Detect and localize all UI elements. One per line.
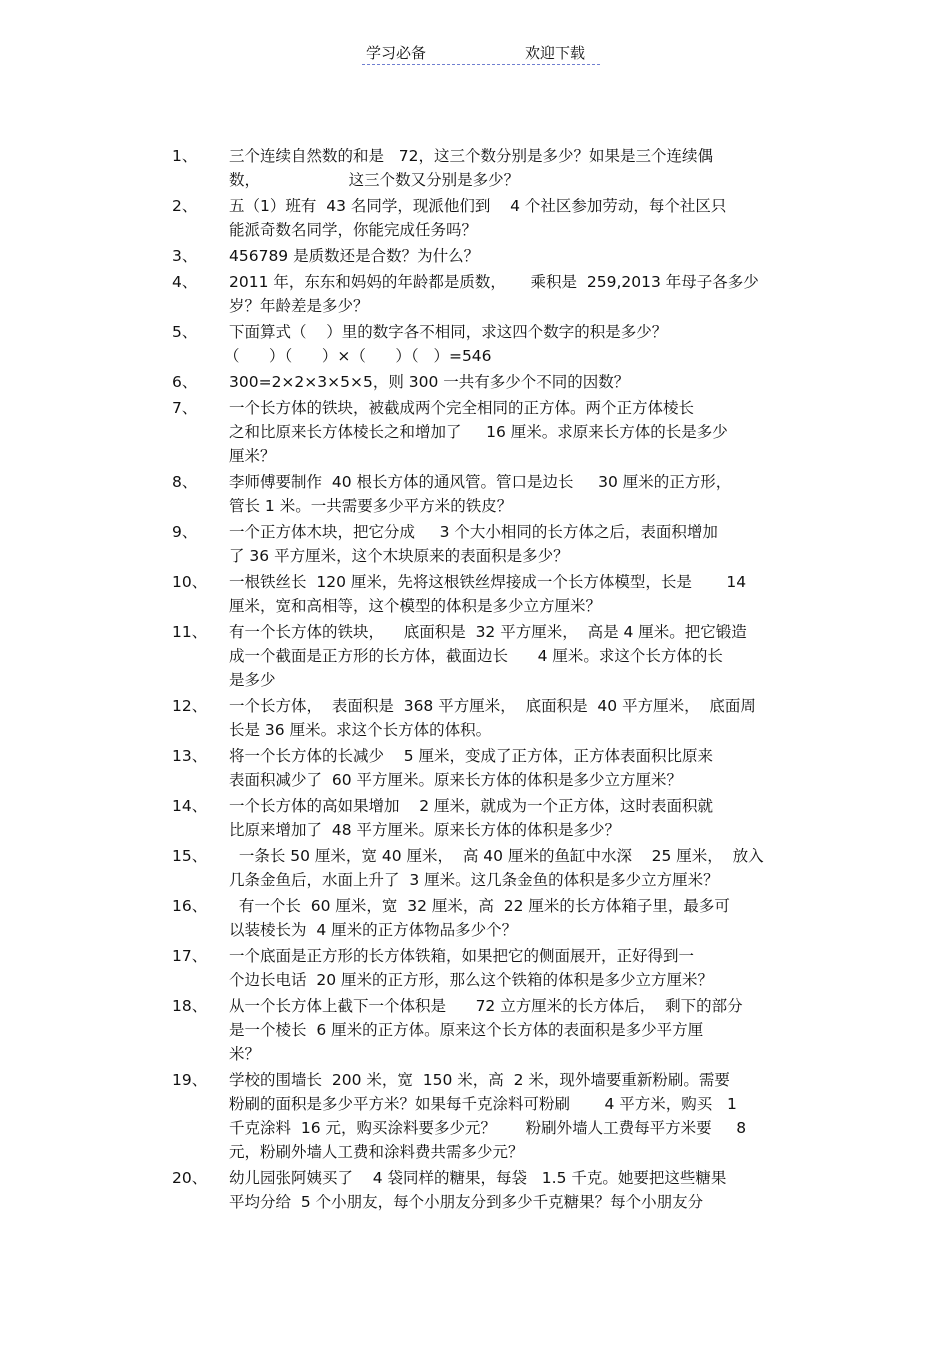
problem-item xyxy=(0,194,950,242)
problem-text-line: 学校的围墙长 200 米，宽 150 米，高 2 米，现外墙要重新粉刷。需要 xyxy=(229,1071,730,1089)
problem-text-line: 千克涂料 16 元，购买涂料要多少元？ 粉刷外墙人工费每平方米要 8 xyxy=(229,1119,747,1137)
problem-text-line: 是多少 xyxy=(229,671,276,689)
problem-number: 14、 xyxy=(172,797,208,815)
problem-item xyxy=(0,844,950,892)
problem-text xyxy=(229,144,814,192)
problem-text-line: 2011 年，东东和妈妈的年龄都是质数， 乘积是 259,2013 年母子各多少 xyxy=(229,273,759,291)
problem-number: 17、 xyxy=(172,947,208,965)
problem-list xyxy=(0,144,950,1216)
problem-item xyxy=(0,944,950,992)
problem-item xyxy=(0,270,950,318)
problem-text xyxy=(229,270,814,318)
problem-item xyxy=(0,994,950,1066)
problem-text-line: 三个连续自然数的和是 72，这三个数分别是多少？如果是三个连续偶 xyxy=(229,147,714,165)
problem-number: 19、 xyxy=(172,1071,208,1089)
problem-text-line: 管长 1 米。一共需要多少平方米的铁皮？ xyxy=(229,497,513,515)
problem-number: 3、 xyxy=(172,247,198,265)
problem-text-line: 一个底面是正方形的长方体铁箱，如果把它的侧面展开，正好得到一 xyxy=(229,947,695,965)
problem-number: 20、 xyxy=(172,1169,208,1187)
problem-text-line: 从一个长方体上截下一个体积是 72 立方厘米的长方体后， 剩下的部分 xyxy=(229,997,743,1015)
problem-text-line: 厘米，宽和高相等，这个模型的体积是多少立方厘米？ xyxy=(229,597,602,615)
problem-item xyxy=(0,694,950,742)
problem-item xyxy=(0,620,950,692)
problem-text-line: 有一个长 60 厘米，宽 32 厘米，高 22 厘米的长方体箱子里，最多可 xyxy=(229,897,730,915)
problem-text xyxy=(229,620,814,692)
problem-number: 15、 xyxy=(172,847,208,865)
problem-text xyxy=(229,944,814,992)
problem-text-line: 表面积减少了 60 平方厘米。原来长方体的体积是多少立方厘米？ xyxy=(229,771,683,789)
problem-text-line: 元，粉刷外墙人工费和涂料费共需多少元？ xyxy=(229,1143,524,1161)
problem-item xyxy=(0,794,950,842)
problem-text-line: 一个正方体木块，把它分成 3 个大小相同的长方体之后，表面积增加 xyxy=(229,523,718,541)
problem-number: 7、 xyxy=(172,399,198,417)
problem-text xyxy=(229,994,814,1066)
problem-text-line: 以装棱长为 4 厘米的正方体物品多少个？ xyxy=(229,921,518,939)
problem-text-line: 五（1）班有 43 名同学，现派他们到 4 个社区参加劳动，每个社区只 xyxy=(229,197,727,215)
problem-text xyxy=(229,244,814,268)
problem-text-line: 岁？年龄差是多少？ xyxy=(229,297,369,315)
problem-text-line: 之和比原来长方体棱长之和增加了 16 厘米。求原来长方体的长是多少 xyxy=(229,423,728,441)
problem-text xyxy=(229,320,814,344)
problem-item xyxy=(0,1166,950,1214)
problem-number: 10、 xyxy=(172,573,208,591)
problem-text-line: 幼儿园张阿姨买了 4 袋同样的糖果，每袋 1.5 千克。她要把这些糖果 xyxy=(229,1169,727,1187)
problem-text-line: 成一个截面是正方形的长方体，截面边长 4 厘米。求这个长方体的长 xyxy=(229,647,723,665)
problem-item xyxy=(0,396,950,468)
problem-text-line: 了 36 平方厘米，这个木块原来的表面积是多少？ xyxy=(229,547,569,565)
problem-item xyxy=(0,470,950,518)
problem-number: 6、 xyxy=(172,373,198,391)
problem-text-line: 个边长电话 20 厘米的正方形，那么这个铁箱的体积是多少立方厘米？ xyxy=(229,971,714,989)
problem-text xyxy=(229,520,814,568)
problem-item xyxy=(0,320,950,368)
problem-number: 2、 xyxy=(172,197,198,215)
problem-text xyxy=(229,194,814,242)
problem-text-line: 300=2×2×3×5×5，则 300 一共有多少个不同的因数？ xyxy=(229,373,630,391)
problem-text-line: 粉刷的面积是多少平方米？如果每千克涂料可粉刷 4 平方米，购买 1 xyxy=(229,1095,737,1113)
problem-number: 16、 xyxy=(172,897,208,915)
problem-text-line: 比原来增加了 48 平方厘米。原来长方体的体积是多少？ xyxy=(229,821,621,839)
problem-number: 8、 xyxy=(172,473,198,491)
problem-text xyxy=(229,794,814,842)
problem-text-line: 数， 这三个数又分别是多少？ xyxy=(229,171,520,189)
problem-text xyxy=(229,396,814,468)
problem-item xyxy=(0,244,950,268)
problem-item xyxy=(0,570,950,618)
problem-text-line: 将一个长方体的长减少 5 厘米，变成了正方体，正方体表面积比原来 xyxy=(229,747,713,765)
problem-item xyxy=(0,1068,950,1164)
problem-text-line: 米？ xyxy=(229,1045,261,1063)
header-right-text: 欢迎下载 xyxy=(525,44,586,62)
problem-number: 11、 xyxy=(172,623,208,641)
problem-text xyxy=(229,1068,814,1164)
problem-text-line: 456789 是质数还是合数？为什么？ xyxy=(229,247,480,265)
problem-text-line: 是一个棱长 6 厘米的正方体。原来这个长方体的表面积是多少平方厘 xyxy=(229,1021,704,1039)
problem-text-line: 有一个长方体的铁块， 底面积是 32 平方厘米， 高是 4 厘米。把它锻造 xyxy=(229,623,747,641)
problem-text xyxy=(229,570,814,618)
problem-number: 1、 xyxy=(172,147,198,165)
problem-item xyxy=(0,370,950,394)
problem-item xyxy=(0,520,950,568)
problem-text-line: 长是 36 厘米。求这个长方体的体积。 xyxy=(229,721,492,739)
problem-text-line: 一个长方体， 表面积是 368 平方厘米， 底面积是 40 平方厘米， 底面周 xyxy=(229,697,756,715)
problem-item xyxy=(0,744,950,792)
problem-text-line: 能派奇数名同学，你能完成任务吗？ xyxy=(229,221,478,239)
problem-text xyxy=(229,370,814,394)
problem-equation-line: （ ）（ ）×（ ）（ ）=546 xyxy=(224,347,492,365)
problem-text-line: 下面算式（ ）里的数字各不相同，求这四个数字的积是多少？ xyxy=(229,323,668,341)
problem-text xyxy=(229,894,814,942)
header-left-text: 学习必备 xyxy=(366,44,427,62)
problem-number: 18、 xyxy=(172,997,208,1015)
problem-text xyxy=(229,694,814,742)
problem-text-line: 平均分给 5 个小朋友，每个小朋友分到多少千克糖果？每个小朋友分 xyxy=(229,1193,704,1211)
problem-text-line: 几条金鱼后，水面上升了 3 厘米。这几条金鱼的体积是多少立方厘米？ xyxy=(229,871,719,889)
problem-number: 9、 xyxy=(172,523,198,541)
problem-number: 12、 xyxy=(172,697,208,715)
problem-text-line: 一根铁丝长 120 厘米，先将这根铁丝焊接成一个长方体模型，长是 14 xyxy=(229,573,747,591)
problem-item xyxy=(0,144,950,192)
header-dashed-underline xyxy=(362,64,600,65)
problem-number: 13、 xyxy=(172,747,208,765)
problem-text-line: 一条长 50 厘米，宽 40 厘米， 高 40 厘米的鱼缸中水深 25 厘米， 放入 xyxy=(229,847,764,865)
problem-text xyxy=(229,844,814,892)
problem-text-line: 一个长方体的铁块，被截成两个完全相同的正方体。两个正方体棱长 xyxy=(229,399,695,417)
problem-text-line: 厘米？ xyxy=(229,447,276,465)
problem-number: 5、 xyxy=(172,323,198,341)
problem-text xyxy=(229,470,814,518)
problem-text-line: 一个长方体的高如果增加 2 厘米，就成为一个正方体，这时表面积就 xyxy=(229,797,713,815)
problem-text-line: 李师傅要制作 40 根长方体的通风管。管口是边长 30 厘米的正方形， xyxy=(229,473,732,491)
problem-text xyxy=(229,744,814,792)
problem-text xyxy=(229,1166,814,1214)
problem-item xyxy=(0,894,950,942)
problem-number: 4、 xyxy=(172,273,198,291)
